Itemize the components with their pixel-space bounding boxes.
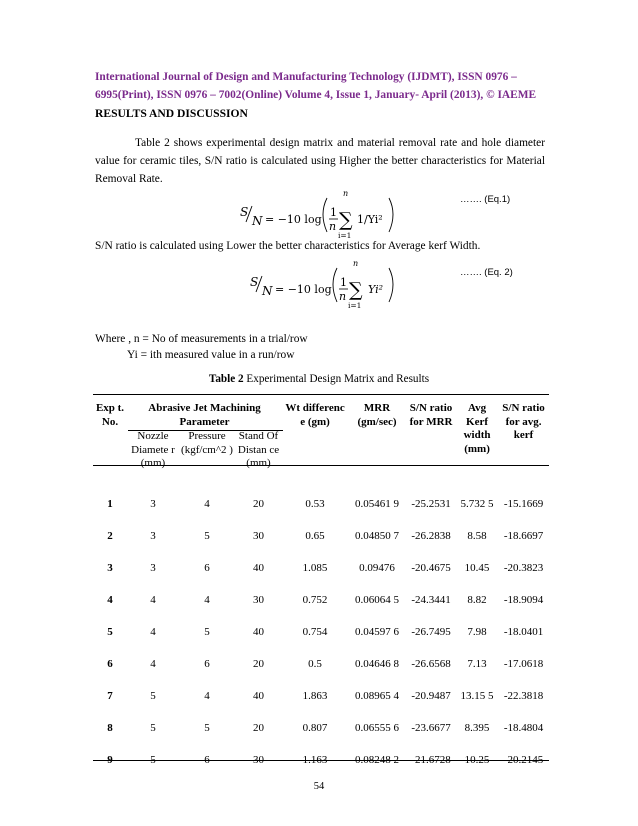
page-number: 54 [313,781,325,792]
cell-no: 1 [107,498,113,510]
paragraph-intro [95,134,545,188]
eq2-label: ……. (Eq. 2) [460,267,513,278]
cell-wt: 0.754 [302,626,328,638]
cell-mrr: 0.08248 2 [355,754,400,766]
cell-nozzle: 5 [150,690,156,702]
table-row [93,530,549,562]
eq2-right-paren [389,268,393,302]
cell-standoff: 30 [253,594,265,606]
cell-nozzle: 4 [150,658,156,670]
cell-wt: 0.752 [302,594,328,606]
cell-pressure: 4 [204,690,210,702]
cell-sn-kerf: -18.0401 [503,626,544,638]
cell-pressure: 6 [204,562,210,574]
cell-wt: 0.5 [308,658,322,670]
col-header-group: Abrasive Jet Machining Parameter [148,402,261,428]
cell-nozzle: 3 [150,498,156,510]
eq1-sigma: ∑ [339,209,353,231]
cell-mrr: 0.06555 6 [355,722,400,734]
eq1-frac-den: n [329,220,337,233]
table-row [93,722,549,754]
table-caption-text: Experimental Design Matrix and Results [243,373,430,385]
eq2-equals: = −10 log [275,283,332,296]
cell-standoff: 40 [253,562,265,574]
cell-nozzle: 5 [150,754,156,766]
cell-kerf: 10.25 [464,754,490,766]
cell-kerf: 13.15 5 [460,690,494,702]
eq1-term: 1/Yi² [357,213,383,226]
table-row [93,658,549,690]
cell-kerf: 8.82 [467,594,487,606]
cell-sn-mrr: -21.6728 [411,754,451,766]
col-header-mrr: MRR (gm/sec) [357,402,397,428]
cell-no: 2 [107,530,113,542]
cell-no: 3 [107,562,113,574]
cell-nozzle: 4 [150,626,156,638]
table-caption [0,373,638,385]
where-line-1: Where , n = No of measurements in a trial/row [95,333,308,345]
cell-nozzle: 5 [150,722,156,734]
cell-wt: 0.65 [305,530,325,542]
col-header-nozzle: Nozzle Diamete r (mm) [131,430,175,469]
cell-standoff: 30 [253,530,265,542]
cell-sn-kerf: -17.0618 [503,658,544,670]
cell-sn-mrr: -26.2838 [411,530,451,542]
col-header-wt: Wt differenc e (gm) [285,402,345,428]
cell-mrr: 0.04597 6 [355,626,400,638]
eq1-frac-num: 1 [330,206,337,219]
eq1-label: ……. (Eq.1) [460,194,511,205]
cell-nozzle: 4 [150,594,156,606]
table-row [93,498,549,530]
cell-nozzle: 3 [150,562,156,574]
cell-pressure: 5 [204,626,210,638]
where-line-2: Yi = ith measured value in a run/row [127,349,295,361]
cell-mrr: 0.04646 8 [355,658,400,670]
cell-kerf: 5.732 5 [460,498,494,510]
cell-wt: 1.163 [302,754,328,766]
cell-kerf: 7.98 [467,626,487,638]
col-header-sn-kerf: S/N ratio for avg. kerf [502,402,545,441]
section-heading: RESULTS AND DISCUSSION [95,107,248,120]
cell-standoff: 30 [253,754,265,766]
cell-kerf: 10.45 [464,562,490,574]
eq1-lhs-num: S [240,205,249,219]
eq2-lhs-den: N [262,284,273,298]
cell-mrr: 0.04850 7 [355,530,400,542]
table-row [93,690,549,722]
cell-standoff: 20 [253,722,265,734]
journal-header-line2: 6995(Print), ISSN 0976 – 7002(Online) Volume 4, Issue 1, January- April (2013), © IAEME [95,89,537,101]
cell-wt: 0.807 [302,722,328,734]
cell-sn-kerf: -15.1669 [503,498,544,510]
table-row [93,594,549,626]
cell-sn-kerf: -18.6697 [503,530,544,542]
cell-pressure: 6 [204,658,210,670]
eq1-left-paren [323,198,327,232]
cell-kerf: 7.13 [467,658,487,670]
cell-standoff: 40 [253,626,265,638]
cell-mrr: 0.05461 9 [355,498,400,510]
eq1-sum-bottom: i=1 [338,231,352,240]
eq1-lhs-den: N [252,214,263,228]
equation-2 [242,258,402,313]
journal-header-line1: International Journal of Design and Manufacturing Technology (IJDMT), ISSN 0976 – [95,71,517,83]
equation-1 [232,188,402,243]
cell-no: 5 [107,626,113,638]
cell-mrr: 0.09476 [359,562,395,574]
col-header-exp: Exp t. No. [95,402,125,428]
col-header-kerf: Avg Kerf width (mm) [463,402,491,455]
cell-no: 7 [107,690,113,702]
col-header-pressure: Pressure (kgf/cm^2 ) [181,430,233,456]
cell-wt: 1.863 [302,690,328,702]
cell-sn-kerf: -18.4804 [503,722,544,734]
results-table [93,394,549,786]
equation-1-graphic [232,188,402,240]
cell-sn-mrr: -20.9487 [411,690,451,702]
eq1-equals: = −10 log [265,213,322,226]
eq2-sigma: ∑ [349,279,363,301]
cell-pressure: 4 [204,498,210,510]
table-row [93,626,549,658]
cell-nozzle: 3 [150,530,156,542]
col-header-sn-mrr: S/N ratio for MRR [409,402,453,428]
equation-2-graphic [242,258,402,310]
cell-sn-mrr: -20.4675 [411,562,451,574]
cell-standoff: 40 [253,690,265,702]
cell-wt: 0.53 [305,498,325,510]
cell-no: 4 [107,594,113,606]
cell-sn-kerf: -20.2145 [503,754,544,766]
cell-standoff: 20 [253,498,265,510]
cell-sn-mrr: -26.7495 [411,626,451,638]
eq2-sum-bottom: i=1 [348,301,362,310]
cell-sn-kerf: -22.3818 [503,690,544,702]
cell-mrr: 0.08965 4 [355,690,400,702]
eq2-sum-top: n [353,259,359,268]
cell-standoff: 20 [253,658,265,670]
paragraph-kerf: S/N ratio is calculated using Lower the better characteristics for Average kerf Width. [95,240,481,252]
cell-no: 8 [107,722,113,734]
cell-no: 6 [107,658,113,670]
journal-header [95,68,550,104]
cell-pressure: 4 [204,594,210,606]
header-row-1 [93,394,549,430]
results-table-body [93,498,549,786]
cell-pressure: 5 [204,530,210,542]
cell-kerf: 8.58 [467,530,487,542]
cell-no: 9 [107,754,113,766]
cell-kerf: 8.395 [464,722,490,734]
cell-wt: 1.085 [302,562,328,574]
eq1-right-paren [389,198,393,232]
eq1-sum-top: n [343,189,349,198]
col-header-standoff: Stand Of Distan ce (mm) [237,430,280,469]
cell-sn-kerf: -20.3823 [503,562,544,574]
cell-pressure: 5 [204,722,210,734]
cell-sn-mrr: -25.2531 [411,498,451,510]
paragraph-intro-text: Table 2 shows experimental design matrix and material removal rate and hole diameter value for ceramic tiles, S/N ratio is calculated using Higher the better characteristics for Material Removal Rate. [95,137,545,185]
eq2-lhs-num: S [250,275,259,289]
table-caption-label: Table 2 [208,373,244,385]
table-row [93,562,549,594]
cell-sn-mrr: -24.3441 [411,594,451,606]
eq2-frac-num: 1 [340,276,347,289]
eq2-left-paren [333,268,337,302]
cell-sn-mrr: -23.6677 [411,722,451,734]
eq2-term: Yi² [368,283,383,296]
cell-sn-kerf: -18.9094 [503,594,544,606]
cell-pressure: 6 [204,754,210,766]
cell-mrr: 0.06064 5 [355,594,400,606]
eq2-frac-den: n [339,290,347,303]
cell-sn-mrr: -26.6568 [411,658,451,670]
